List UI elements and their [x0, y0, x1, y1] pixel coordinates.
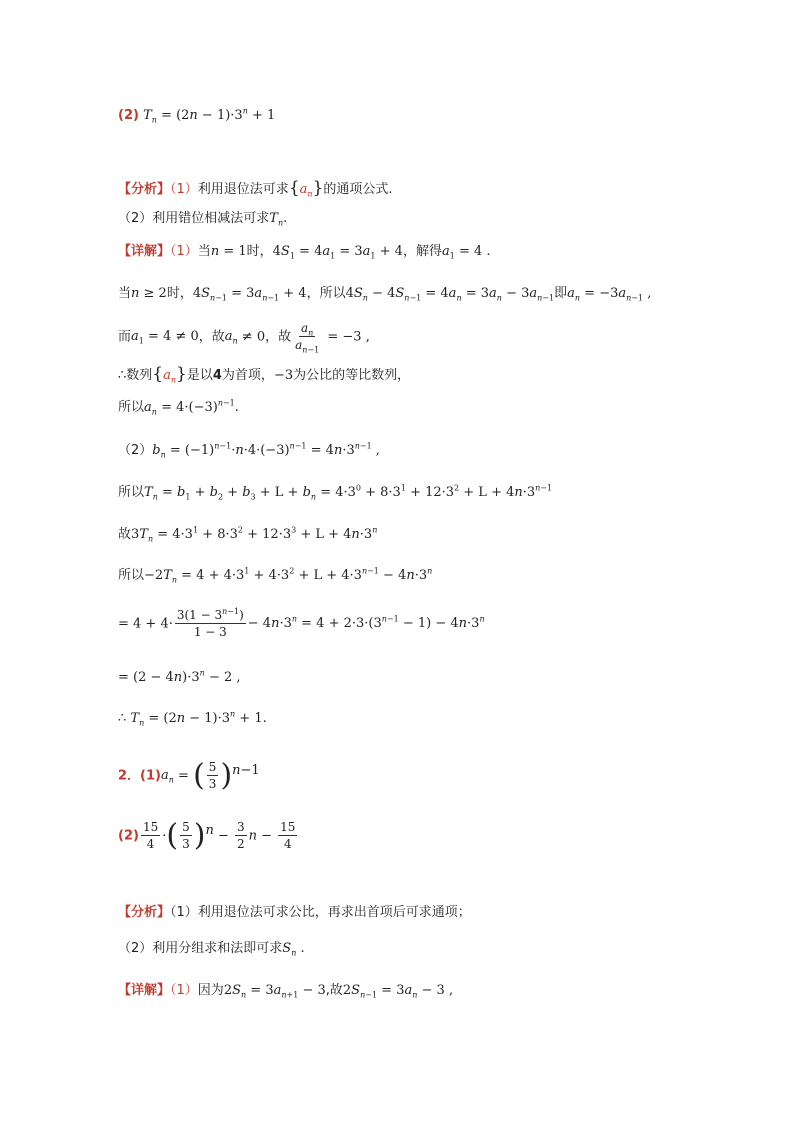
part-label: (2): [118, 108, 139, 123]
q2-answer-1: 2．$(1)a_n$ = ( $\frac{5}{3}$ )$^{n-1}$: [118, 757, 260, 793]
detail-line-8: 故$3T_n = 4\cdot 3^1 + 8\cdot 3^2 + 12\cdot 3^3 + L + 4n\cdot 3^n$: [118, 525, 378, 544]
analysis-line-2: （2）利用错位相减法可求$T_n$.: [118, 211, 288, 228]
detail-line-4: ∴数列$\{a_n\}$是以4为首项，−3为公比的等比数列，: [118, 364, 411, 385]
detail-label: 【详解】: [118, 244, 171, 259]
detail-line-5: 所以$a_n = 4\cdot(-3)^{n-1}$.: [118, 398, 239, 417]
detail-line-9: 所以$-2T_n = 4 + 4\cdot 3^1 + 4\cdot 3^2 + L + 4\cdot 3^{n-1} - 4n\cdot 3^n$: [118, 566, 433, 585]
detail-line-10: = 4 + 4· $\frac{3(1 - 3^{n-1})}{1 - 3}$ − $4n\cdot 3^n = 4 + 2\cdot 3\cdot(3^{n-1} - 1) - 4n\cdot 3^n$: [118, 607, 485, 640]
detail-line-12: ∴ $T_n = (2n - 1)\cdot 3^n + 1$.: [118, 709, 267, 728]
analysis-line-1: 【分析】（1）利用退位法可求$\{a_n\}$的通项公式.: [118, 178, 393, 199]
q2-answer-2: (2) $\frac{15}{4}$ ·( $\frac{5}{3}$ )$^n$ − $\frac{3}{2}$ n − $\frac{15}{4}$: [118, 817, 296, 853]
q2-analysis-line-2: （2）利用分组求和法即可求$S_n$ .: [118, 941, 305, 958]
q2-analysis-line-1: 【分析】（1）利用退位法可求公比，再求出首项后可求通项；: [118, 905, 471, 920]
detail-line-11: = $(2 - 4n)\cdot 3^n - 2$ ,: [118, 668, 241, 685]
detail-line-6: $(2)b_n = (-1)^{n-1}\cdot n\cdot 4\cdot(-3)^{n-1} = 4n\cdot 3^{n-1}$ ,: [118, 441, 380, 460]
detail-line-7: 所以$T_n = b_1 + b_2 + b_3 + L + b_n = 4\cdot 3^0 + 8\cdot 3^1 + 12\cdot 3^2 + L + 4n\cdot 3^{n-1}$: [118, 483, 553, 502]
detail-line-1: 【详解】（1）当n = 1时，$4S_1 = 4a_1 = 3a_1 + 4$，解得$a_1 = 4$ .: [118, 244, 491, 261]
previous-answer-part2: [118, 108, 275, 124]
analysis-label: 【分析】: [118, 182, 171, 197]
detail-line-2: 当n ≥ 2时，$4S_{n-1} = 3a_{n-1} + 4$，所以$4S_n - 4S_{n-1} = 4a_n = 3a_n - 3a_{n-1}$即$a_n = -3a_{n-1}$ ,: [118, 286, 652, 303]
detail-line-3: 而$a_1 = 4 \ne 0$，故$a_n \ne 0$，故 $\frac{a_n}{a_{n-1}}$ = −3 ,: [118, 321, 370, 355]
q2-detail-line-1: 【详解】（1）因为$2S_n = 3a_{n+1} - 3$,故$2S_{n-1} = 3a_n - 3$ ,: [118, 983, 454, 1000]
formula: $T_n = (2n - 1)\cdot 3^n + 1$: [143, 106, 276, 125]
